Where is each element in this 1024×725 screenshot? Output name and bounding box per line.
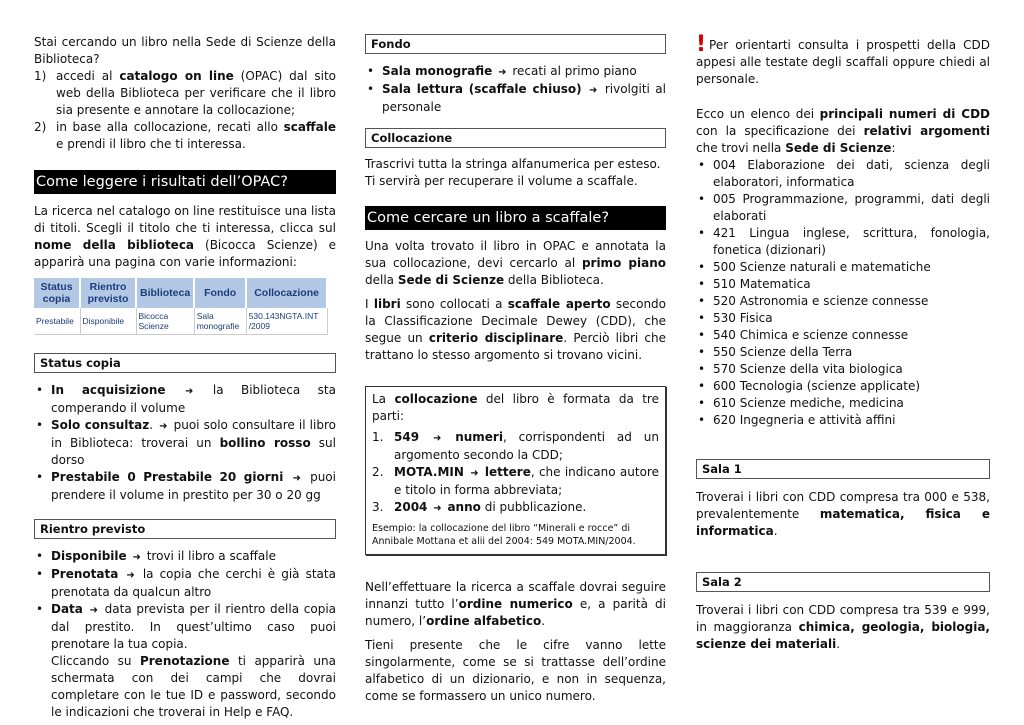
column-header: Fondo: [194, 278, 246, 308]
box-label-sala-1: Sala 1: [696, 459, 990, 479]
text: La ricerca nel catalogo on line restituisce una lista di titoli. Scegli il titolo che ti interessa, clicca sul: [34, 204, 336, 235]
list-item: • 600 Tecnologia (scienze applicate): [696, 378, 990, 395]
box-label-collocazione: Collocazione: [365, 128, 666, 148]
opac-paragraph: [34, 203, 336, 271]
bold-text: Prenotazione: [139, 653, 230, 668]
arrow-right-icon: ➜: [292, 472, 301, 484]
text: puoi solo consultare il libro in Biblioteca: troverai un: [51, 417, 336, 450]
table-cell: Prestabile: [34, 308, 80, 334]
bold-text: Data: [51, 601, 83, 616]
text: della: [365, 273, 398, 287]
list-item: • 620 Ingegneria e attività affini: [696, 412, 990, 429]
text: e, a parità di numero, l’: [365, 597, 667, 628]
table-cell: Disponibile: [80, 308, 136, 334]
bold-text: criterio disciplinare: [428, 331, 564, 345]
column-header: Status copia: [34, 278, 80, 308]
text: .: [773, 524, 778, 538]
bold-text: Sala monografie: [382, 64, 493, 78]
text: rivolgiti al personale: [382, 82, 666, 114]
steps-list: [34, 68, 336, 153]
bold-text: 2004: [394, 500, 428, 514]
text: :: [891, 141, 896, 155]
list-item: [365, 81, 666, 116]
arrow-right-icon: ➜: [132, 551, 141, 563]
arrow-right-icon: ➜: [185, 385, 194, 397]
text: e prendi il libro che ti interessa.: [56, 137, 246, 151]
paragraph: [365, 296, 666, 364]
bold-text: Sede di Scienze: [785, 141, 892, 155]
bold-text: scaffale: [283, 120, 336, 134]
text: Nell’effettuare la ricerca a scaffale dovrai seguire innanzi tutto l’: [365, 580, 666, 611]
text: che trovi nella: [696, 141, 786, 155]
step-number: 2.: [372, 465, 384, 479]
text: di pubblicazione.: [480, 500, 587, 514]
text: della Biblioteca.: [504, 273, 604, 287]
list-item: • 510 Matematica: [696, 276, 990, 293]
column-right: [696, 32, 990, 653]
column-middle: [365, 34, 666, 705]
bold-text: ordine numerico: [458, 597, 573, 611]
list-item: [34, 548, 336, 566]
box-intro: [372, 391, 659, 425]
status-list: [34, 382, 336, 504]
text: (OPAC) dal sito web della Biblioteca per verificare che il libro sia presente e annotare la collocazione;: [56, 69, 336, 117]
bold-text: nome della biblioteca: [34, 238, 195, 252]
table-cell: Sala monografie: [194, 308, 246, 334]
sala-1-text: [696, 489, 990, 540]
box-label-fondo: Fondo: [365, 34, 666, 54]
list-item: • 530 Fisica: [696, 310, 990, 327]
box-label-rientro-previsto: Rientro previsto: [34, 519, 336, 539]
arrow-right-icon: ➜: [498, 67, 507, 78]
opac-results-table: [34, 278, 328, 335]
paragraph: Tieni presente che le cifre vanno lette singolarmente, come se si trattasse dell’ordine alfabetico di un dizionario, e non in sequenza, come se formassero un unico numero.: [365, 638, 666, 703]
text: la copia che cerchi è già stata prenotata da qualcun altro: [51, 566, 336, 599]
text: . Perciò libri che trattano lo stesso argomento si trovano vicini.: [365, 331, 667, 362]
collocazione-text: Trascrivi tutta la stringa alfanumerica per esteso. Ti servirà per recuperare il volume a scaffale.: [365, 157, 661, 188]
collocazione-example: Esempio: la collocazione del libro “Minerali e rocce” di Annibale Mottana et alii del 2004: 549 MOTA.MIN/2004.: [372, 523, 636, 547]
rientro-list: [34, 548, 336, 653]
list-item: [34, 382, 336, 417]
collocazione-info-box: [365, 386, 666, 555]
arrow-right-icon: ➜: [159, 420, 168, 432]
list-item: [365, 63, 666, 81]
bold-text: 549: [394, 430, 420, 444]
list-item: [34, 566, 336, 601]
bold-text: In acquisizione: [51, 382, 166, 397]
bold-text: matematica, fisica e informatica: [696, 507, 990, 538]
list-item: • 610 Scienze mediche, medicina: [696, 395, 990, 412]
bold-text: Sede di Scienze: [397, 273, 505, 287]
text: data prevista per il rientro della copia dal prestito. In quest’ultimo caso puoi prenotare la tua copia.: [51, 601, 336, 651]
text: Troverai i libri con CDD compresa tra 539 e 999, in maggioranza: [696, 603, 990, 634]
step-number: 1.: [372, 430, 384, 444]
text: puoi prendere il volume in prestito per 30 o 20 gg: [51, 469, 336, 502]
list-item: • 005 Programmazione, programmi, dati degli elaborati: [696, 191, 990, 225]
text: sono collocati a: [400, 297, 508, 311]
table-cell: Bicocca Scienze: [136, 308, 194, 334]
sala-2-text: [696, 602, 990, 653]
text: del libro è formata da tre parti:: [372, 392, 659, 423]
bold-text: scaffale aperto: [507, 297, 611, 311]
text: sul dorso: [51, 435, 336, 467]
list-item: [372, 464, 659, 499]
column-header: Rientro previsto: [80, 278, 136, 308]
text: trovi il libro a scaffale: [146, 548, 276, 563]
step-number: 2): [34, 120, 47, 134]
list-item: • 004 Elaborazione dei dati, scienza degli elaboratori, informatica: [696, 157, 990, 191]
step-number: 1): [34, 69, 47, 83]
text: Troverai i libri con CDD compresa tra 000 e 538, prevalentemente: [696, 490, 990, 521]
bold-text: lettere: [484, 465, 531, 479]
bold-text: ordine alfabetico: [426, 614, 542, 628]
text: Cliccando su: [51, 653, 140, 668]
box-label-status-copia: Status copia: [34, 353, 336, 373]
section-heading-scaffale: Come cercare un libro a scaffale?: [365, 206, 666, 230]
paragraph: [365, 579, 666, 630]
bold-text: catalogo on line: [119, 69, 234, 83]
list-item: [372, 429, 659, 464]
cdd-list: [696, 157, 990, 429]
list-item: • 520 Astronomia e scienze connesse: [696, 293, 990, 310]
text: Per orientarti consulta i prospetti della CDD appesi alle testate degli scaffali oppure chiedi al personale.: [696, 38, 990, 86]
column-header: Biblioteca: [136, 278, 194, 308]
bold-text: principali numeri di CDD: [819, 107, 990, 121]
bold-text: bollino rosso: [219, 435, 311, 450]
column-left: [34, 34, 336, 721]
text: la Biblioteca sta comperando il volume: [51, 382, 336, 415]
text: accedi al: [56, 69, 120, 83]
text: secondo la Classificazione Decimale Dewey (CDD), che segue un: [365, 297, 667, 345]
list-item: • 550 Scienze della Terra: [696, 344, 990, 361]
intro-text: Stai cercando un libro nella Sede di Scienze della Biblioteca?: [34, 35, 336, 66]
text: , corrispondenti ad un argomento secondo la CDD;: [394, 430, 659, 462]
arrow-right-icon: ➜: [432, 433, 442, 444]
list-item: • 570 Scienze della vita biologica: [696, 361, 990, 378]
text: La: [372, 392, 395, 406]
step-number: 3.: [372, 500, 384, 514]
paragraph: [365, 238, 666, 289]
list-item: • 421 Lingua inglese, scrittura, fonologia, fonetica (dizionari): [696, 225, 990, 259]
text: Ecco un elenco dei: [696, 107, 820, 121]
list-item: • 540 Chimica e scienze connesse: [696, 327, 990, 344]
list-item: [372, 499, 659, 517]
list-item: • 500 Scienze naturali e matematiche: [696, 259, 990, 276]
list-item: [34, 601, 336, 653]
box-label-sala-2: Sala 2: [696, 572, 990, 592]
bold-text: anno: [447, 500, 481, 514]
bold-text: MOTA.MIN: [394, 465, 464, 479]
text: ti apparirà una schermata con dei campi che dovrai completare con le tue ID e password, secondo le indicazioni che troverai in Help e FAQ.: [51, 653, 336, 719]
exclamation-icon: !: [696, 32, 707, 57]
bold-text: relativi argomenti: [863, 124, 990, 138]
bold-text: Prenotata: [51, 566, 119, 581]
table-cell: 530.143NGTA.INT /2009: [246, 308, 327, 334]
bold-text: numeri: [455, 430, 503, 444]
text: .: [541, 614, 546, 628]
table-header-row: [34, 278, 327, 308]
bold-text: Disponibile: [51, 548, 127, 563]
list-item: [34, 119, 336, 153]
tip-paragraph: [696, 32, 990, 88]
table-row: [34, 308, 327, 334]
fondo-list: [365, 63, 666, 116]
text: recati al primo piano: [512, 64, 637, 78]
text: .: [836, 637, 841, 651]
text: con la specificazione dei: [696, 124, 864, 138]
arrow-right-icon: ➜: [89, 604, 98, 616]
column-header: Collocazione: [246, 278, 327, 308]
list-item: • Solo consultaz. ➜ puoi solo consultare il libro in Biblioteca: troverai un bollino rosso sul dorso: [34, 417, 336, 469]
bold-text: chimica, geologia, biologia, scienze dei materiali: [696, 620, 990, 651]
text: in base alla collocazione, recati allo: [56, 120, 284, 134]
prenotazione-paragraph: [34, 653, 336, 721]
collocazione-parts-list: [372, 429, 659, 517]
arrow-right-icon: ➜: [433, 503, 442, 514]
arrow-right-icon: ➜: [589, 85, 598, 96]
text: , che indicano autore e titolo in forma abbreviata;: [394, 465, 659, 497]
arrow-right-icon: ➜: [126, 569, 135, 581]
bold-text: Sala lettura (scaffale chiuso): [382, 82, 582, 96]
section-heading-opac: Come leggere i risultati dell’OPAC?: [34, 170, 336, 194]
text: I: [365, 297, 374, 311]
bold-text: Prestabile 0 Prestabile 20 giorni: [51, 469, 284, 484]
list-item: [34, 469, 336, 504]
arrow-right-icon: ➜: [470, 468, 479, 479]
text: Una volta trovato il libro in OPAC e annotata la sua collocazione, devi cercarlo al: [365, 239, 666, 270]
bold-text: Solo consultaz: [51, 417, 150, 432]
bold-text: libri: [373, 297, 401, 311]
bold-text: primo piano: [581, 256, 666, 270]
text: (Bicocca Scienze) e apparirà una pagina con varie informazioni:: [34, 238, 337, 269]
bold-text: collocazione: [394, 392, 478, 406]
list-item: [34, 68, 336, 119]
cdd-intro: [696, 106, 990, 157]
